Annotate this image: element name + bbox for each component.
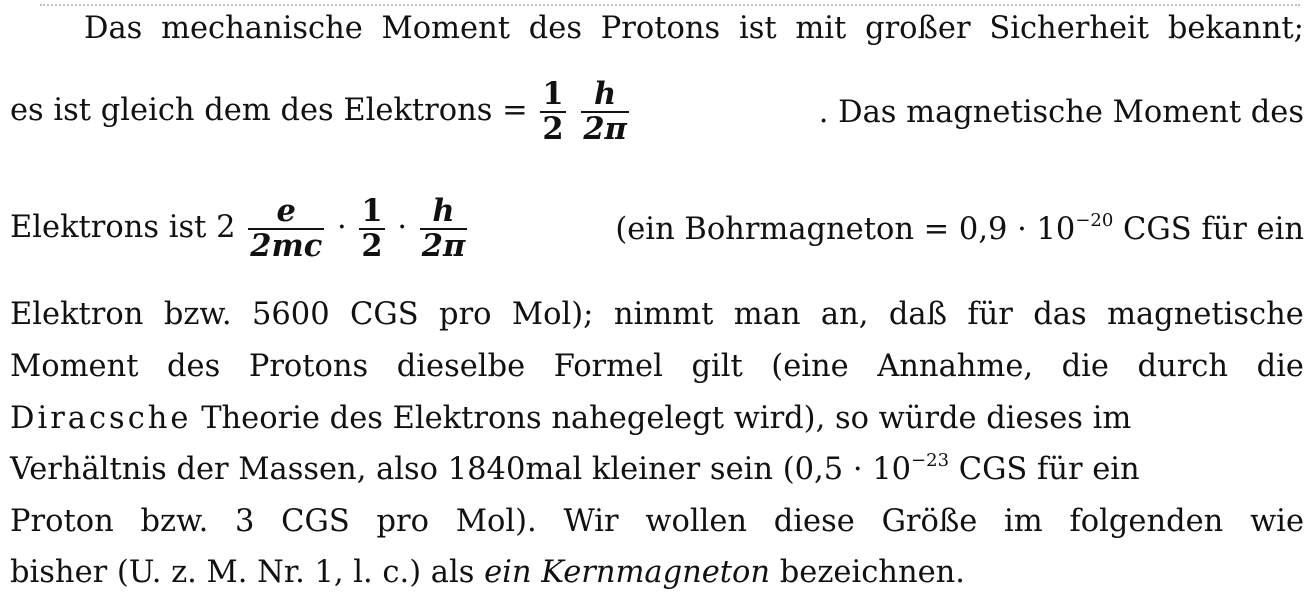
text-line-8 [10, 498, 1304, 544]
line-3-bohr-magneton: (ein Bohrmagneton = $0,9 \cdot 10^{-20}$ CGS für ein [615, 209, 1304, 247]
author-name-spaced: Diracsche [10, 400, 192, 436]
word: Proton [10, 503, 114, 539]
fraction-one-half: $\frac{1}{2}$ [542, 75, 564, 147]
line-2-start: es ist gleich dem des Elektrons = $\frac{1}{2}$ $\frac{h}{2\pi}$ [10, 75, 627, 147]
word: wie [1250, 503, 1304, 539]
line-6-text: Diracsche Theorie des Elektrons nahegelegt wird), so würde dieses im [10, 400, 1132, 436]
text-line-5 [10, 343, 1304, 389]
word: das [1033, 296, 1087, 332]
word: Elektron [10, 296, 144, 332]
word: Größe [881, 503, 978, 539]
text-line-9 [10, 549, 1304, 595]
word: Formel [553, 348, 663, 384]
exponent: −23 [911, 449, 950, 471]
word: bzw. [163, 296, 232, 332]
word: im [1004, 503, 1043, 539]
word: diese [773, 503, 855, 539]
exponent: −20 [1075, 209, 1114, 231]
word: wollen [645, 503, 748, 539]
word: bzw. [140, 503, 209, 539]
word: nimmt [613, 296, 714, 332]
word: großer [865, 10, 971, 46]
line-2-end: . Das magnetische Moment des [818, 94, 1304, 130]
word: gilt [691, 348, 743, 384]
text-line-2 [10, 58, 1304, 166]
word: pro [439, 296, 492, 332]
word: Mol); [511, 296, 594, 332]
word: die [1256, 348, 1304, 384]
line-7-text: Verhältnis der Massen, also 1840mal kleiner sein ($0,5 \cdot 10^{-23}$ CGS für ein [10, 449, 1140, 487]
word: CGS [350, 296, 419, 332]
word: Moment [10, 348, 139, 384]
word: dieselbe [396, 348, 526, 384]
text-line-1 [84, 6, 1304, 50]
text-line-6 [10, 395, 1304, 441]
word: man [733, 296, 801, 332]
word: pro [376, 503, 429, 539]
text-line-4 [10, 291, 1304, 337]
word: bekannt; [1167, 10, 1304, 46]
word: für [967, 296, 1013, 332]
word: Annahme, [877, 348, 1034, 384]
word: magnetische [1107, 296, 1304, 332]
word: durch [1137, 348, 1229, 384]
line-4-text [10, 297, 1304, 332]
word: mechanische [161, 10, 363, 46]
word: Protons [600, 10, 721, 46]
line-1-text [84, 11, 1304, 46]
fraction-h-over-2pi: $\frac{h}{2\pi}$ [421, 192, 466, 264]
word: an, [820, 296, 869, 332]
kernmagneton-italic: ein Kernmagneton [484, 554, 771, 590]
word: die [1061, 348, 1109, 384]
text-line-3 [10, 175, 1304, 283]
fraction-h-over-2pi: $\frac{h}{2\pi}$ [583, 75, 627, 147]
word: (eine [771, 348, 849, 384]
word: Das [84, 10, 143, 46]
word: folgenden [1069, 503, 1224, 539]
word: des [528, 10, 583, 46]
line-8-text [10, 504, 1304, 539]
word: Wir [563, 503, 619, 539]
word: Mol). [455, 503, 537, 539]
word: ist [738, 10, 777, 46]
text-line-7 [10, 446, 1304, 492]
line-9-text: bisher (U. z. M. Nr. 1, l. c.) als ein Kernmagneton bezeichnen. [10, 554, 965, 590]
word: daß [888, 296, 947, 332]
word: Sicherheit [989, 10, 1150, 46]
fraction-e-over-2mc: $\frac{e}{2mc}$ [250, 192, 323, 264]
word: CGS [281, 503, 350, 539]
word: 3 [235, 503, 255, 539]
word: 5600 [252, 296, 330, 332]
word: Moment [381, 10, 511, 46]
line-5-text [10, 349, 1304, 384]
line-3-formula: Elektrons ist 2 $\frac{e}{2mc}$ · $\frac{1}{2}$ · $\frac{h}{2\pi}$ [10, 192, 466, 264]
word: des [167, 348, 221, 384]
word: Protons [248, 348, 369, 384]
fraction-one-half: $\frac{1}{2}$ [361, 192, 383, 264]
word: mit [795, 10, 847, 46]
